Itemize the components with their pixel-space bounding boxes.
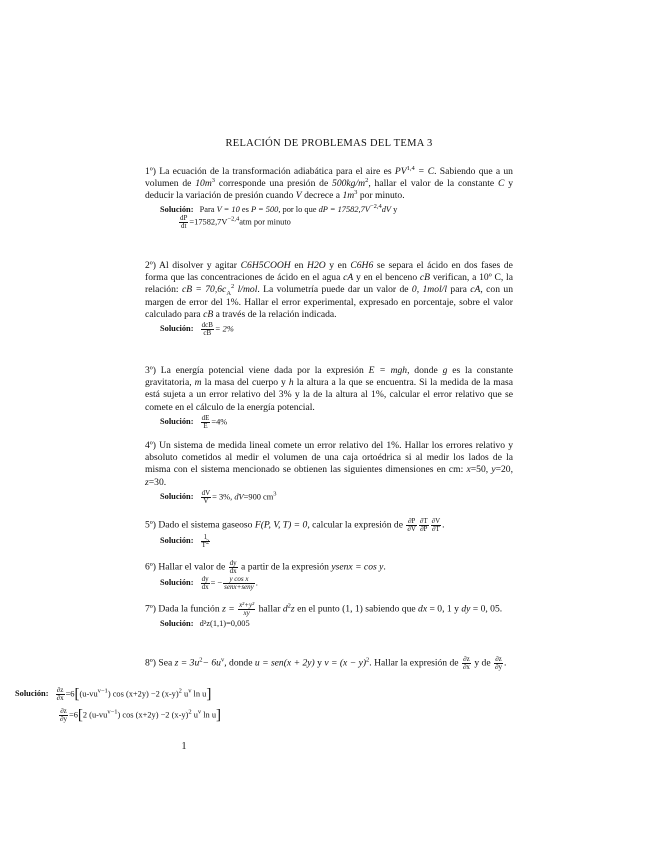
fraction-numerator: dy — [201, 575, 209, 583]
fraction-denominator: ∂y — [495, 663, 502, 671]
fraction-numerator: y cos x — [223, 576, 255, 584]
formula: l/mol — [237, 284, 258, 296]
formula: ysenx = cos y — [331, 561, 384, 573]
problem-5 — [145, 518, 513, 549]
formula: P = 500 — [250, 204, 279, 214]
exponent: 2 — [231, 283, 235, 291]
page-title: RELACIÓN DE PROBLEMAS DEL TEMA 3 — [225, 138, 433, 149]
fraction — [201, 576, 210, 591]
text: , donde — [224, 657, 253, 669]
text: , con un margen de error del 1%. Hallar el error experimental, expresado en porcentaje, sobre el valor calculado para — [145, 284, 513, 320]
formula: z = 3u — [174, 657, 200, 669]
solution-label: Solución: — [160, 619, 194, 628]
text: , hallar el valor de la constante — [368, 178, 495, 190]
text: . — [503, 657, 507, 669]
problem-2-text — [145, 260, 513, 321]
text: . — [383, 561, 386, 573]
text: Dado el sistema gaseoso — [158, 519, 253, 531]
text: decrece a — [304, 190, 341, 202]
formula: C — [497, 178, 505, 190]
fraction-denominator: dx — [229, 567, 237, 575]
fraction-numerator: ∂V — [431, 517, 441, 525]
formula: V = 10 — [216, 204, 240, 214]
problem-1-text — [145, 166, 513, 203]
text: =50, — [470, 464, 489, 476]
fraction-numerator: dcB — [201, 321, 213, 330]
problem-number: 4º) — [145, 440, 156, 451]
exponent: 2 — [199, 656, 203, 664]
solution-6 — [160, 576, 513, 591]
formula: u — [193, 710, 198, 720]
page-number: 1 — [181, 741, 187, 752]
exponent: v — [197, 708, 202, 716]
exponent: 2 — [287, 602, 291, 610]
text: , por lo que — [278, 204, 317, 214]
text: la masa del cuerpo y — [204, 377, 286, 389]
formula: PV — [394, 166, 407, 177]
fraction-denominator: xy — [243, 609, 250, 617]
text: y en — [329, 260, 347, 271]
formula: z — [290, 603, 295, 615]
exponent: 2 — [365, 177, 369, 185]
solution-5 — [160, 534, 513, 549]
fraction — [462, 656, 471, 671]
formula: z = — [222, 603, 235, 615]
problem-6 — [145, 560, 513, 591]
fraction — [179, 215, 188, 230]
fraction-denominator: ∂x — [56, 694, 64, 702]
formula: − 6u — [202, 657, 221, 669]
fraction-numerator: ∂z — [495, 655, 502, 663]
formula: C6H6 — [350, 260, 374, 271]
problem-number: 2º) — [145, 260, 156, 271]
text: La ecuación de la transformación adiabática para el aire es — [159, 166, 392, 177]
text: . Sabiendo que a un volumen de — [145, 166, 513, 190]
problem-3-text — [145, 365, 513, 414]
formula: = 2% — [214, 324, 234, 334]
text: a través de la relación indicada. — [215, 308, 337, 320]
fraction-numerator: dE — [201, 413, 210, 422]
exponent: 2 — [366, 656, 370, 664]
fraction-numerator: dP — [180, 213, 188, 222]
text: . — [442, 519, 445, 531]
formula: m — [194, 377, 202, 389]
formula: (u-vu — [79, 689, 98, 699]
problem-4-text — [145, 440, 513, 489]
text: y de — [474, 657, 491, 669]
fraction-denominator — [201, 538, 211, 549]
formula: u — [184, 689, 189, 699]
text: es la constante gravitatoria, — [145, 365, 514, 389]
formula: =6 — [68, 710, 78, 720]
fraction-denominator: dt — [180, 221, 187, 230]
exponent: −2,4 — [369, 202, 382, 210]
formula: F(P, V, T) = 0 — [254, 519, 308, 531]
fraction-denominator: ∂V — [407, 525, 416, 533]
formula: d²z(1,1)=0,005 — [199, 619, 250, 628]
formula: ) cos (x+2y) −2 (x-y) — [107, 689, 179, 699]
bracket-close: ] — [216, 707, 222, 723]
formula: u = sen(x + 2y) — [254, 657, 315, 669]
text: Un sistema de medida lineal comete un error relativo del 1%. Hallar los errores relativo y absoluto cometidos al medir el volumen de una caja ortoédrica si al medir los lados de la misma con el sistema mencionado se obtienen las siguientes dimensiones en cm: — [145, 440, 513, 476]
solution-label: Solución: — [160, 492, 194, 502]
solution-4 — [160, 490, 513, 505]
fraction — [229, 560, 238, 575]
formula: g — [442, 365, 448, 376]
problem-2 — [145, 260, 513, 337]
formula: =900 cm — [243, 492, 274, 502]
fraction-numerator: x²+y² — [239, 601, 255, 609]
formula: cA — [470, 284, 481, 296]
formula: dP = 17582,7V — [318, 204, 370, 214]
formula: 1m — [342, 190, 355, 202]
text: y en el benceno — [356, 272, 418, 284]
solution-2 — [160, 322, 513, 337]
text: = 0, 1 y — [429, 603, 459, 615]
fraction-numerator: dy — [229, 559, 237, 567]
formula: 0, 1mol/l — [411, 284, 448, 296]
fraction-denominator: ∂x — [462, 663, 470, 671]
fraction — [419, 518, 429, 533]
bracket-open: [ — [74, 686, 80, 702]
fraction — [59, 708, 68, 723]
fraction-denominator: ∂T — [432, 525, 440, 533]
fraction — [201, 490, 212, 505]
formula: C6H5COOH — [240, 260, 291, 271]
fraction-denominator: cB — [203, 329, 212, 338]
text: en el punto (1, 1) sabiendo que — [297, 603, 416, 615]
problem-7-text — [145, 602, 513, 617]
fraction-denominator: senx+seny — [224, 583, 254, 591]
text: por minuto. — [359, 190, 405, 202]
formula: y — [491, 464, 496, 476]
formula: x — [466, 464, 471, 476]
solution-label: Solución: — [160, 324, 194, 334]
text: Hallar el valor de — [158, 561, 226, 573]
formula: = − — [210, 578, 223, 588]
formula: 500kg/m — [332, 178, 366, 190]
text: . — [255, 578, 258, 588]
fraction-denominator: E — [203, 421, 208, 430]
exponent: 3 — [273, 490, 277, 498]
bracket-open: [ — [77, 707, 83, 723]
fraction — [201, 534, 211, 549]
text: y — [317, 657, 322, 669]
solution-8-line1 — [15, 686, 211, 703]
fraction — [431, 517, 445, 533]
exponent: v−1 — [97, 687, 108, 695]
fraction-denominator: V — [203, 496, 209, 505]
bracket-close: ] — [206, 686, 212, 702]
text: . Hallar la expresión de — [369, 657, 459, 669]
fraction — [201, 322, 214, 337]
fraction-numerator: 1 — [201, 534, 211, 542]
formula: ln u — [193, 689, 207, 699]
fraction — [238, 602, 255, 617]
text: La energía potencial viene dada por la expresión — [160, 365, 364, 376]
text: la altura a la que se encuentra. Si la medida de la masa está sujeta a un error relativo del 3% y la de la altura al 1%, calcular el error relativo que se comete en el cálculo de la energía potencial. — [145, 377, 514, 413]
problem-3 — [145, 365, 513, 430]
formula: dx — [418, 603, 428, 615]
text: corresponde una presión de — [218, 178, 329, 190]
text: , calcular la expresión de — [307, 519, 403, 531]
formula: cB — [419, 272, 431, 284]
exponent: v — [220, 656, 225, 664]
text: para — [450, 284, 467, 296]
solution-label: Solución: — [160, 417, 194, 427]
solution-3 — [160, 415, 513, 430]
fraction-denominator: ∂y — [60, 715, 67, 723]
formula: v = (x − y) — [324, 657, 367, 669]
formula: = 3%, — [212, 492, 233, 502]
formula: 2 (u-vu — [82, 710, 108, 720]
problem-6-text — [145, 560, 513, 575]
exponent: 3 — [211, 177, 216, 185]
problem-8-text — [145, 656, 513, 671]
text: Al disolver y agitar — [159, 260, 238, 271]
fraction — [406, 518, 417, 533]
problem-1 — [145, 166, 513, 230]
fraction — [201, 415, 211, 430]
text: es — [241, 204, 249, 214]
problem-number: 7º) — [145, 603, 156, 615]
fraction-numerator: ∂z — [463, 655, 470, 663]
formula: E = mgh — [368, 365, 408, 376]
text: verifican, a 10º C, la relación: — [145, 272, 513, 296]
formula: =6 — [65, 689, 75, 699]
problem-number: 6º) — [145, 561, 156, 573]
solution-1-line2 — [178, 215, 513, 230]
formula: cA — [343, 272, 354, 284]
exponent: 2 — [188, 708, 192, 716]
text: en — [294, 260, 304, 271]
formula: d — [282, 603, 288, 615]
formula: 10m — [195, 178, 212, 190]
text: atm por minuto — [239, 217, 291, 227]
problem-5-text — [145, 518, 513, 533]
problem-number: 5º) — [145, 519, 156, 531]
text: =30. — [148, 476, 167, 488]
formula: h — [288, 377, 294, 389]
text: , donde — [407, 365, 438, 376]
exponent: 2 — [205, 538, 210, 546]
fraction-numerator: dV — [201, 488, 211, 497]
fraction-denominator-base: T — [201, 541, 206, 549]
formula: z — [145, 476, 149, 488]
formula: V — [295, 190, 302, 202]
solution-1 — [160, 204, 513, 215]
fraction-numerator: ∂P — [407, 517, 416, 525]
text: y deducir la variación de presión cuando — [145, 178, 513, 202]
text: Sea — [158, 657, 173, 669]
text: = 0, 05. — [472, 603, 503, 615]
problem-number: 1º) — [145, 166, 156, 177]
fraction-numerator: ∂z — [60, 707, 67, 715]
solution-label: Solución: — [160, 578, 194, 588]
exponent: 2 — [178, 687, 182, 695]
text: y — [393, 204, 398, 214]
fraction — [494, 656, 503, 671]
text: se separa el ácido en dos fases de forma que las concentraciones de ácido en el agua — [145, 260, 513, 284]
exponent: 3 — [354, 189, 358, 197]
text: Para — [199, 204, 215, 214]
fraction — [223, 576, 255, 591]
formula: ) cos (x+2y) −2 (x-y) — [117, 710, 189, 720]
exponent: 1,4 — [406, 164, 415, 172]
solution-label: Solución: — [160, 536, 194, 546]
fraction-denominator: ∂P — [420, 525, 428, 533]
exponent: v−1 — [107, 708, 118, 716]
problem-7 — [145, 602, 513, 629]
solution-label: Solución: — [160, 204, 194, 214]
solution-label: Solución: — [15, 689, 49, 699]
fraction — [56, 687, 65, 702]
text: a partir de la expresión — [241, 561, 329, 573]
fraction-denominator: dx — [201, 583, 209, 591]
problem-number: 3º) — [145, 365, 156, 376]
formula: cB = 70,6c — [181, 284, 227, 296]
formula: H2O — [307, 260, 326, 271]
solution-7 — [160, 618, 513, 629]
problem-number: 8º) — [145, 657, 156, 669]
formula: cB — [203, 308, 214, 320]
text: =20, — [495, 464, 513, 476]
subscript: A — [226, 290, 232, 298]
fraction-numerator: ∂z — [56, 686, 64, 694]
formula: ln u — [203, 710, 217, 720]
formula: dy — [461, 603, 471, 615]
exponent: v — [188, 687, 192, 695]
exponent: −2,4 — [227, 215, 240, 223]
formula: = C — [417, 166, 435, 177]
fraction-numerator: ∂T — [419, 517, 428, 525]
formula: dV — [381, 204, 392, 214]
formula: dV — [234, 492, 244, 502]
formula: =17582,7V — [189, 217, 228, 227]
text: hallar — [258, 603, 281, 615]
solution-8-line2 — [58, 707, 221, 724]
text: Dada la función — [158, 603, 220, 615]
text: . La volumetría puede dar un valor de — [257, 284, 409, 296]
formula: =4% — [211, 417, 228, 427]
problem-8 — [145, 656, 513, 671]
problem-4 — [145, 440, 513, 505]
